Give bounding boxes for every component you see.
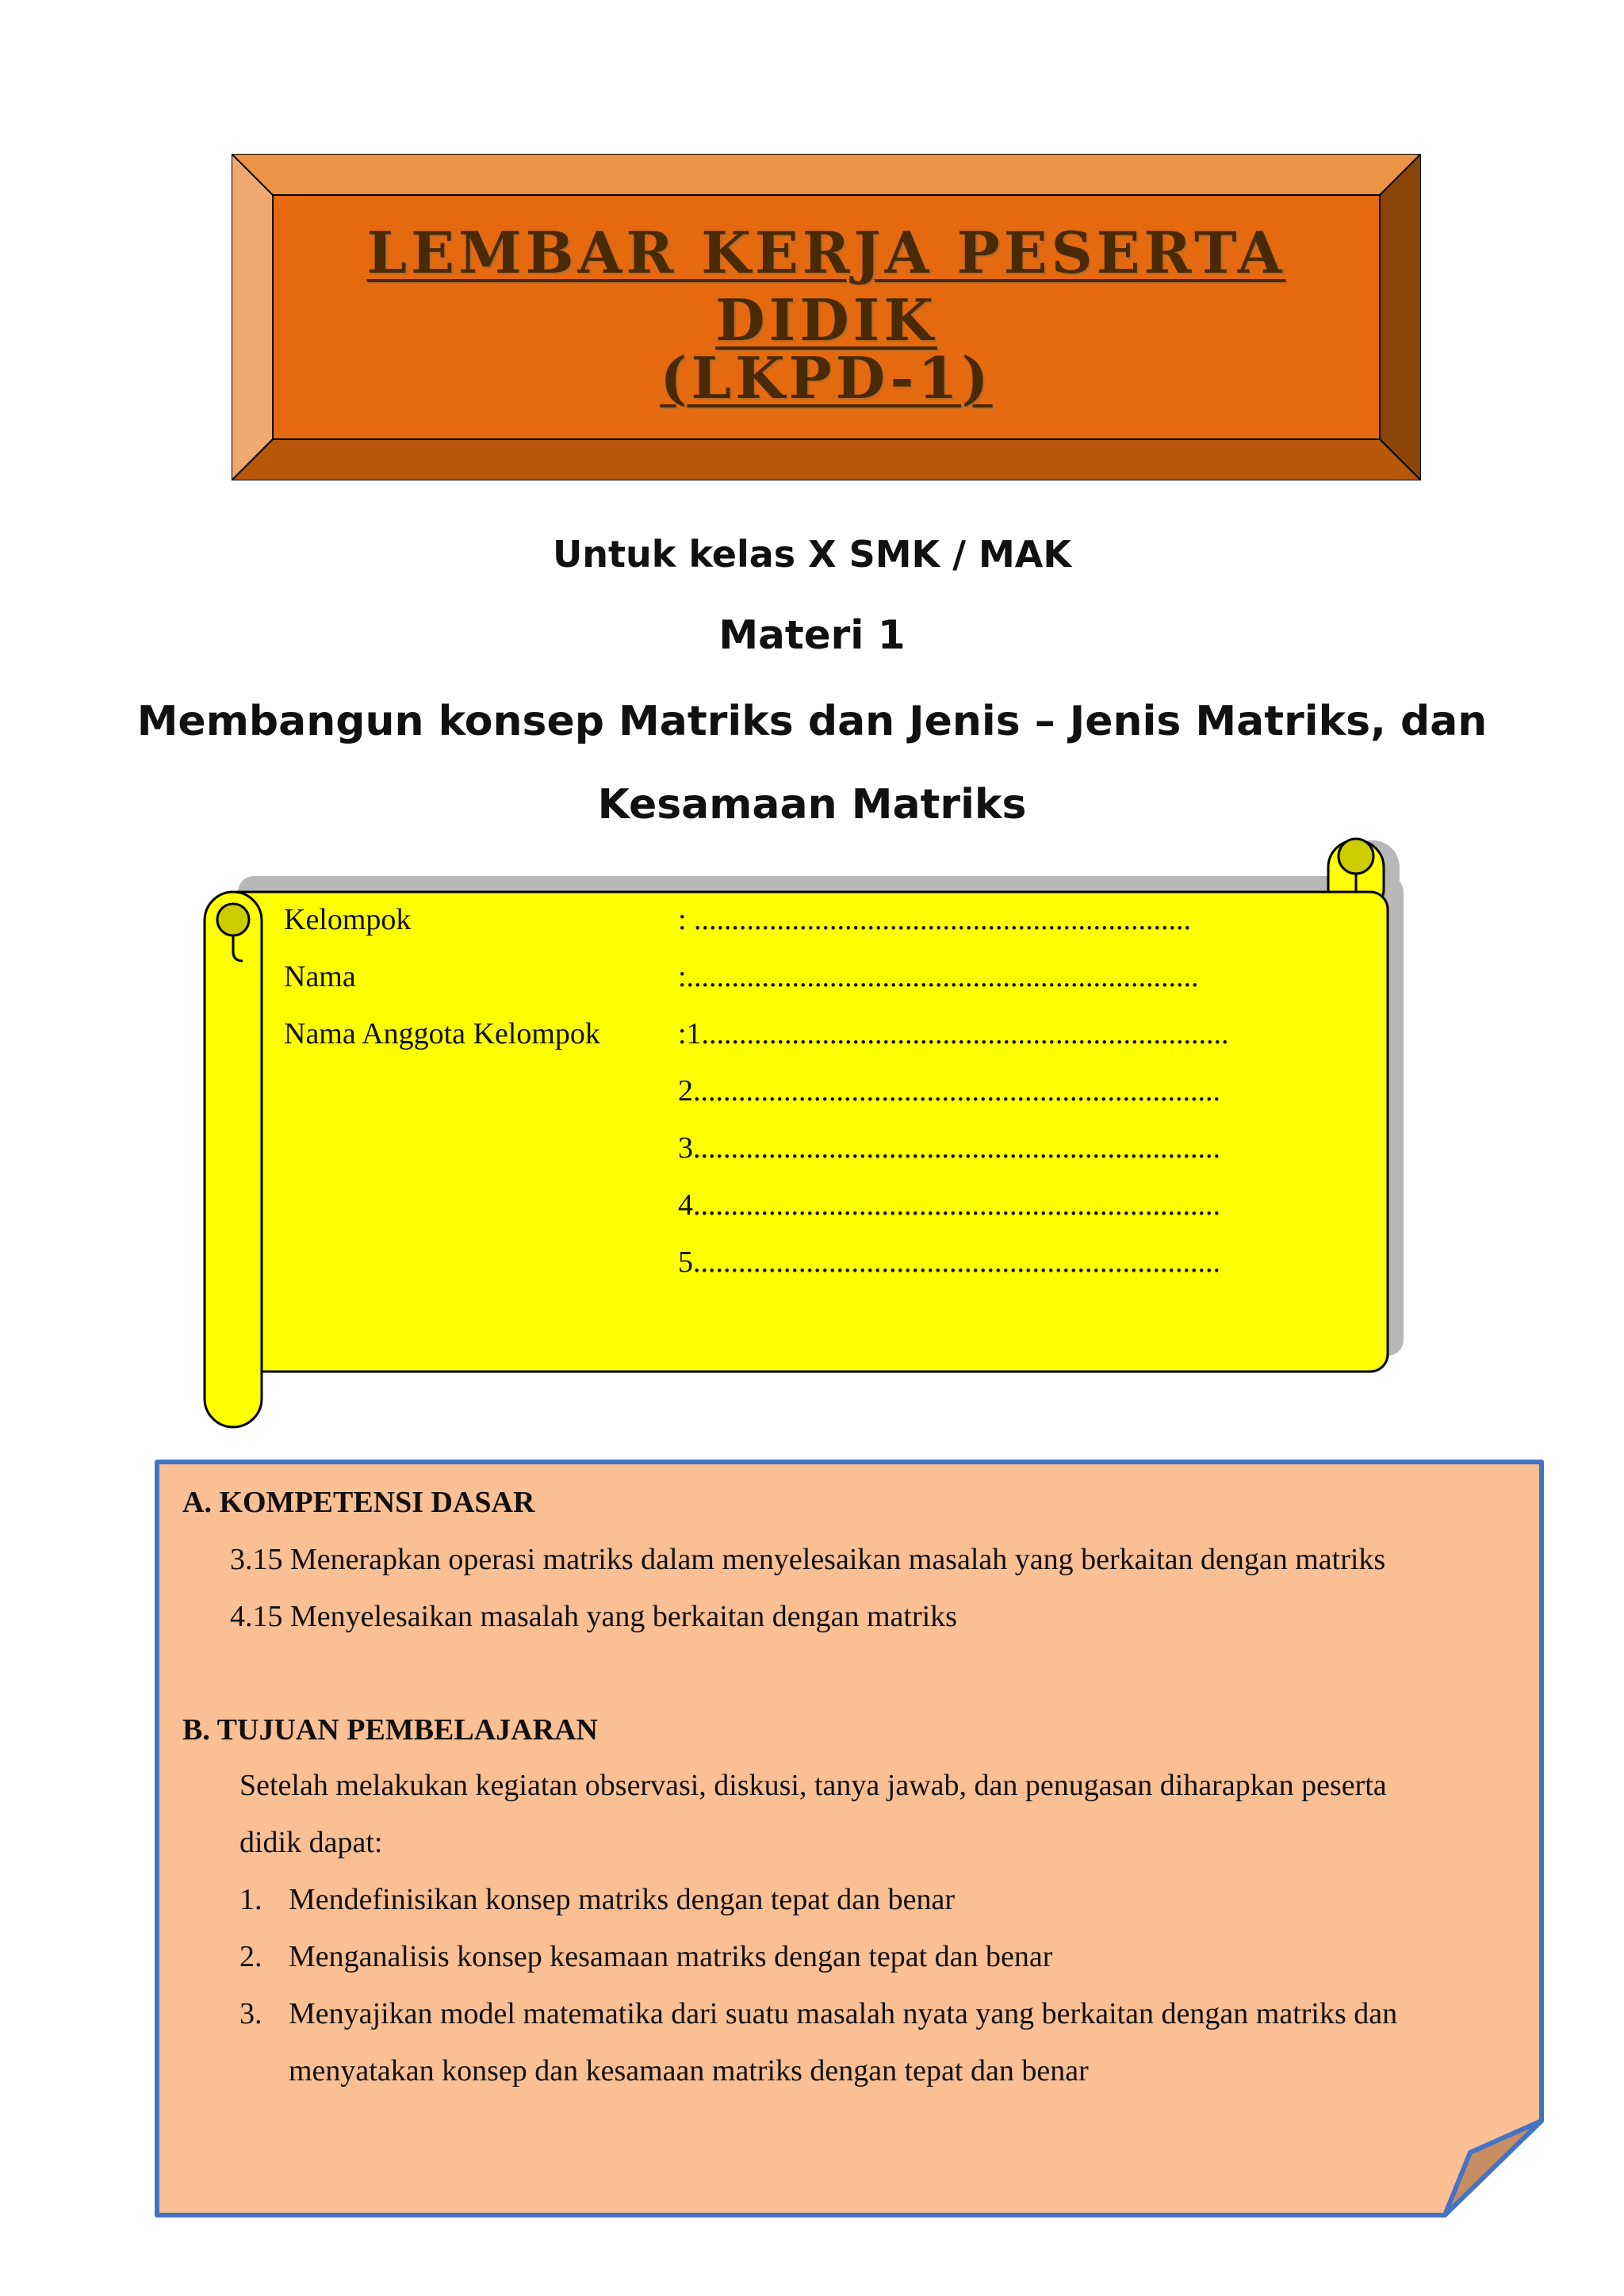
objective-text-3-cont: menyatakan konsep dan kesamaan matriks dengan tepat dan benar: [289, 2054, 1089, 2087]
kelompok-field[interactable]: : ..................................................................: [678, 903, 1192, 936]
nama-field[interactable]: :....................................................................: [678, 960, 1199, 993]
objective-text-3: Menyajikan model matematika dari suatu masalah nyata yang berkaitan dengan matriks dan: [289, 1997, 1398, 2030]
objective-intro-line1: Setelah melakukan kegiatan observasi, diskusi, tanya jawab, dan penugasan diharapkan peserta: [239, 1769, 1387, 1802]
title-code: (LKPD-1): [660, 344, 993, 411]
objective-num-1: 1.: [239, 1883, 262, 1916]
kd-item-2: 4.15 Menyelesaikan masalah yang berkaitan dengan matriks: [230, 1600, 957, 1633]
member-field-5[interactable]: 5......................................................................: [678, 1246, 1220, 1279]
member-field-3[interactable]: 3......................................................................: [678, 1131, 1220, 1165]
kd-item-1: 3.15 Menerapkan operasi matriks dalam menyelesaikan masalah yang berkaitan dengan matriks: [230, 1543, 1386, 1576]
topic-title-line1: Membangun konsep Matriks dan Jenis – Jenis Matriks, dan: [136, 698, 1488, 745]
objective-num-2: 2.: [239, 1940, 262, 1973]
topic-title-line2: Kesamaan Matriks: [597, 781, 1027, 828]
objective-num-3: 3.: [239, 1997, 262, 2030]
objective-text-2: Menganalisis konsep kesamaan matriks dengan tepat dan benar: [289, 1940, 1053, 1973]
anggota-label: Nama Anggota Kelompok: [284, 1017, 600, 1050]
title-banner: [232, 154, 1421, 480]
member-field-1[interactable]: :1......................................................................: [678, 1017, 1229, 1050]
nama-label: Nama: [284, 960, 356, 993]
objective-text-1: Mendefinisikan konsep matriks dengan tepat dan benar: [289, 1883, 955, 1916]
materi-subtitle: Materi 1: [718, 612, 906, 658]
member-field-4[interactable]: 4......................................................................: [678, 1188, 1220, 1222]
section-b-heading: B. TUJUAN PEMBELAJARAN: [182, 1713, 598, 1747]
section-a-heading: A. KOMPETENSI DASAR: [182, 1486, 535, 1519]
kelompok-label: Kelompok: [284, 903, 412, 936]
class-subtitle: Untuk kelas X SMK / MAK: [552, 533, 1072, 576]
objective-intro-line2: didik dapat:: [239, 1826, 383, 1859]
title-main: LEMBAR KERJA PESERTA DIDIK: [366, 219, 1286, 354]
member-field-2[interactable]: 2......................................................................: [678, 1074, 1220, 1108]
